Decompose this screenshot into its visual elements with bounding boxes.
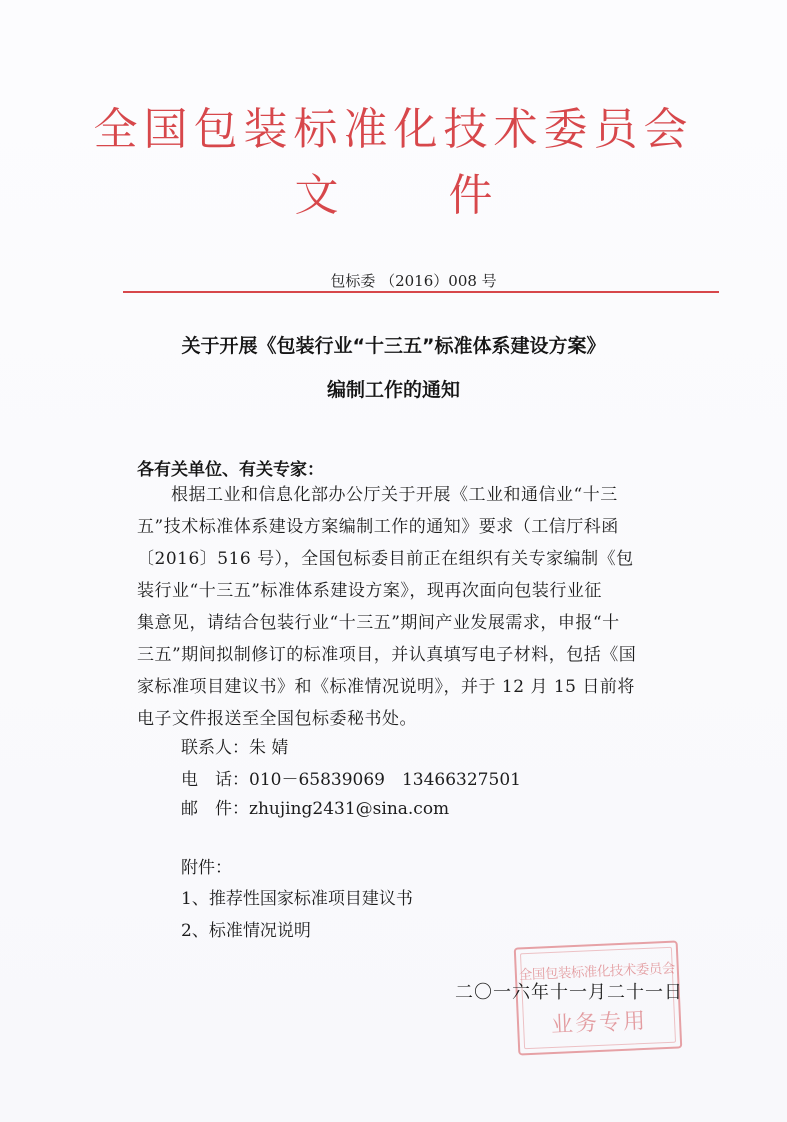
attachments-heading: 附件：: [181, 858, 232, 878]
issuing-organization-title: 全国包装标准化技术委员会: [93, 104, 694, 155]
document-label-char-1: 文: [294, 170, 339, 221]
contact-email: 邮 件：zhujing2431@sina.com: [181, 799, 450, 819]
body-line: 装行业“十三五”标准体系建设方案》，现再次面向包装行业征: [137, 581, 602, 601]
salutation: 各有关单位、有关专家：: [137, 460, 324, 480]
stamp-organization: 全国包装标准化技术委员会: [518, 960, 676, 984]
header-divider: [123, 291, 719, 293]
body-line: 集意见，请结合包装行业“十三五”期间产业发展需求，申报“十: [137, 613, 620, 633]
attachment-item: 1、推荐性国家标准项目建议书: [181, 889, 413, 909]
body-line: 电子文件报送至全国包标委秘书处。: [137, 709, 417, 729]
contact-person: 联系人：朱 婧: [181, 738, 289, 758]
notice-body: [137, 479, 657, 735]
notice-title-line-1: 关于开展《包装行业“十三五”标准体系建设方案》: [181, 335, 606, 357]
body-line: 五”技术标准体系建设方案编制工作的通知》要求（工信厅科函: [137, 517, 619, 537]
issue-date: 二〇一六年十一月二十一日: [455, 982, 683, 1003]
document-label-char-2: 件: [448, 170, 493, 221]
body-line: 家标准项目建议书》和《标准情况说明》，并于 12 月 15 日前将: [137, 677, 635, 697]
body-line: 根据工业和信息化部办公厅关于开展《工业和通信业“十三: [171, 485, 618, 505]
contact-phone: 电 话：010－65839069 13466327501: [181, 770, 521, 790]
attachment-item: 2、标准情况说明: [181, 921, 311, 941]
document-number: 包标委 （2016）008 号: [330, 272, 497, 290]
stamp-usage: 业务专用: [550, 1008, 648, 1039]
document-label: [0, 166, 787, 226]
body-line: 〔2016〕516 号），全国包标委目前正在组织有关专家编制《包: [137, 549, 634, 569]
body-line: 三五”期间拟制修订的标准项目，并认真填写电子材料，包括《国: [137, 645, 637, 665]
notice-title-line-2: 编制工作的通知: [326, 379, 460, 401]
